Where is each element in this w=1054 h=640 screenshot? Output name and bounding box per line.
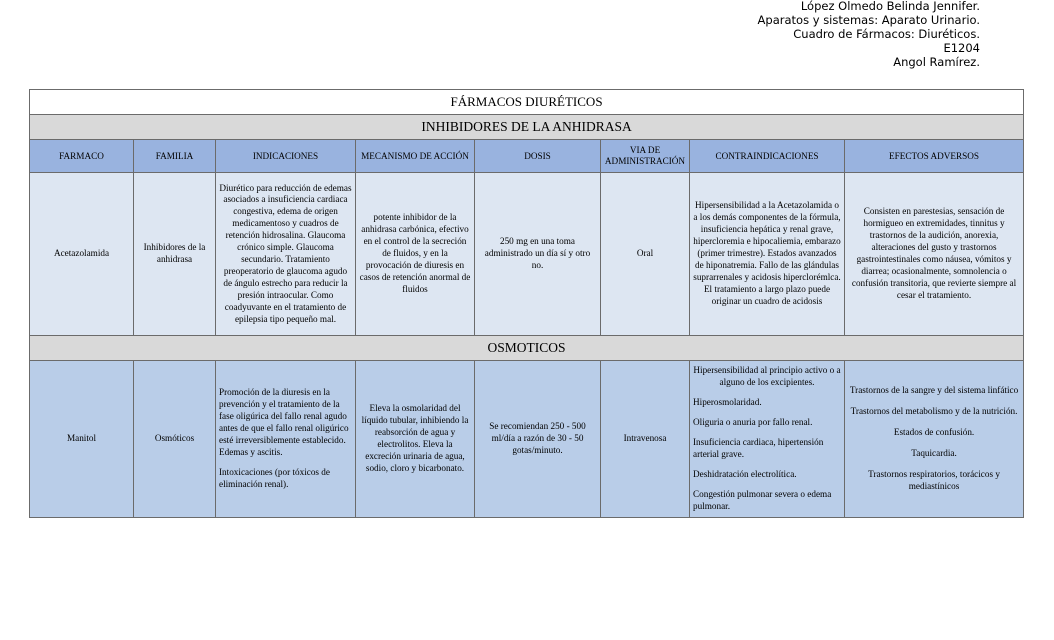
cell-indicaciones: Diurético para reducción de edemas asociados a insuficiencia cardiaca congestiva, edema de origen medicamentoso y cuadros de retención hidrosalina. Glaucoma crónico simple. Glaucoma secundario. Tratamiento preoperatorio de glaucoma agudo de ángulo estrecho para reducir la presión intraocular. Como coadyuvante en el tratamiento de epilepsia tipo pequeño mal. xyxy=(216,173,356,336)
cell-paragraph: Estados de confusión. xyxy=(893,427,975,438)
cell-paragraph: Deshidratación electrolítica. xyxy=(693,468,797,479)
cell-paragraph: Trastornos del metabolismo y de la nutrición. xyxy=(850,406,1018,417)
column-header: INDICACIONES xyxy=(216,140,356,173)
cell-paragraph: Insuficiencia cardiaca, hipertensión arterial grave. xyxy=(693,437,824,459)
column-header: FAMILIA xyxy=(134,140,216,173)
cell-via: Oral xyxy=(601,173,690,336)
table-title-row xyxy=(30,90,1024,115)
cell-contraindicaciones xyxy=(690,361,845,518)
cell-paragraph: Congestión pulmonar severa o edema pulmonar. xyxy=(693,488,832,511)
cell-dosis: 250 mg en una toma administrado un día sí y otro no. xyxy=(475,173,601,336)
header-group: E1204 xyxy=(943,41,980,55)
column-header: FARMACO xyxy=(30,140,134,173)
cell-farmaco: Acetazolamida xyxy=(30,173,134,336)
table-title: FÁRMACOS DIURÉTICOS xyxy=(30,90,1024,115)
column-header: CONTRAINDICACIONES xyxy=(690,140,845,173)
diuretics-table xyxy=(29,89,1024,518)
column-header: VIA DE ADMINISTRACIÓN xyxy=(601,140,690,173)
cell-mecanismo: Eleva la osmolaridad del líquido tubular, inhibiendo la reabsorción de agua y electrolitos. Eleva la excreción urinaria de agua, sodio, cloro y bicarbonato. xyxy=(356,361,475,518)
document-header xyxy=(758,0,980,69)
cell-familia: Inhibidores de la anhidrasa xyxy=(134,173,216,336)
cell-paragraph: Oliguria o anuria por fallo renal. xyxy=(693,417,813,428)
section-title: INHIBIDORES DE LA ANHIDRASA xyxy=(30,115,1024,140)
column-header-row xyxy=(30,140,1024,173)
header-topic: Cuadro de Fármacos: Diuréticos. xyxy=(793,27,980,41)
cell-farmaco: Manitol xyxy=(30,361,134,518)
column-header: EFECTOS ADVERSOS xyxy=(845,140,1024,173)
header-subject: Aparatos y sistemas: Aparato Urinario. xyxy=(757,13,980,27)
column-header: MECANISMO DE ACCIÓN xyxy=(356,140,475,173)
table-row xyxy=(30,173,1024,336)
cell-paragraph: Trastornos de la sangre y del sistema linfático xyxy=(849,385,1019,396)
header-author: López Olmedo Belinda Jennifer. xyxy=(800,0,980,13)
cell-familia: Osmóticos xyxy=(134,361,216,518)
header-teacher: Angol Ramírez. xyxy=(893,55,980,69)
cell-contraindicaciones: Hipersensibilidad a la Acetazolamida o a los demás componentes de la fórmula, insuficiencia hepática y renal grave, hipercloremia e hipocaliemia, embarazo (primer trimestre). Estados avanzados de hiponatremia. Fallo de las glándulas suprarrenales y acidosis hiperclorémlca. El tratamiento a largo plazo puede originar un cuadro de acidosis xyxy=(690,173,845,336)
section-row xyxy=(30,115,1024,140)
cell-indicaciones xyxy=(216,361,356,518)
cell-mecanismo: potente inhibidor de la anhidrasa carbónica, efectivo en el control de la secreción de fluidos, y en la provocación de diuresis en casos de retención anormal de fluidos xyxy=(356,173,475,336)
section-row xyxy=(30,336,1024,361)
column-header: DOSIS xyxy=(475,140,601,173)
cell-dosis: Se recomiendan 250 - 500 ml/día a razón de 30 - 50 gotas/minuto. xyxy=(475,361,601,518)
cell-via: Intravenosa xyxy=(601,361,690,518)
cell-paragraph: Hiperosmolaridad. xyxy=(693,397,762,408)
cell-paragraph: Taquicardia. xyxy=(911,448,957,458)
table-row xyxy=(30,361,1024,518)
cell-paragraph: Intoxicaciones (por tóxicos de eliminación renal). xyxy=(219,466,330,489)
cell-efectos xyxy=(845,361,1024,518)
cell-paragraph: Hipersensibilidad al principio activo o a alguno de los excipientes. xyxy=(693,365,841,388)
cell-paragraph: Trastornos respiratorios, torácicos y mediastínicos xyxy=(868,468,1000,491)
section-title: OSMOTICOS xyxy=(30,336,1024,361)
cell-efectos: Consisten en parestesias, sensación de hormigueo en extremidades, tinnitus y trastornos de la audición, anorexia, alteraciones del gusto y trastornos gastrointestinales como náusea, vómitos y diarrea; ocasionalmente, somnolencia o confusión transitoria, que revierte siempre al cesar el tratamiento. xyxy=(845,173,1024,336)
cell-paragraph: Promoción de la diuresis en la prevención y el tratamiento de la fase oligúrica del fallo renal agudo antes de que el fallo renal oligúrico esté irreversiblemente establecido. Edemas y ascitis. xyxy=(219,387,349,457)
